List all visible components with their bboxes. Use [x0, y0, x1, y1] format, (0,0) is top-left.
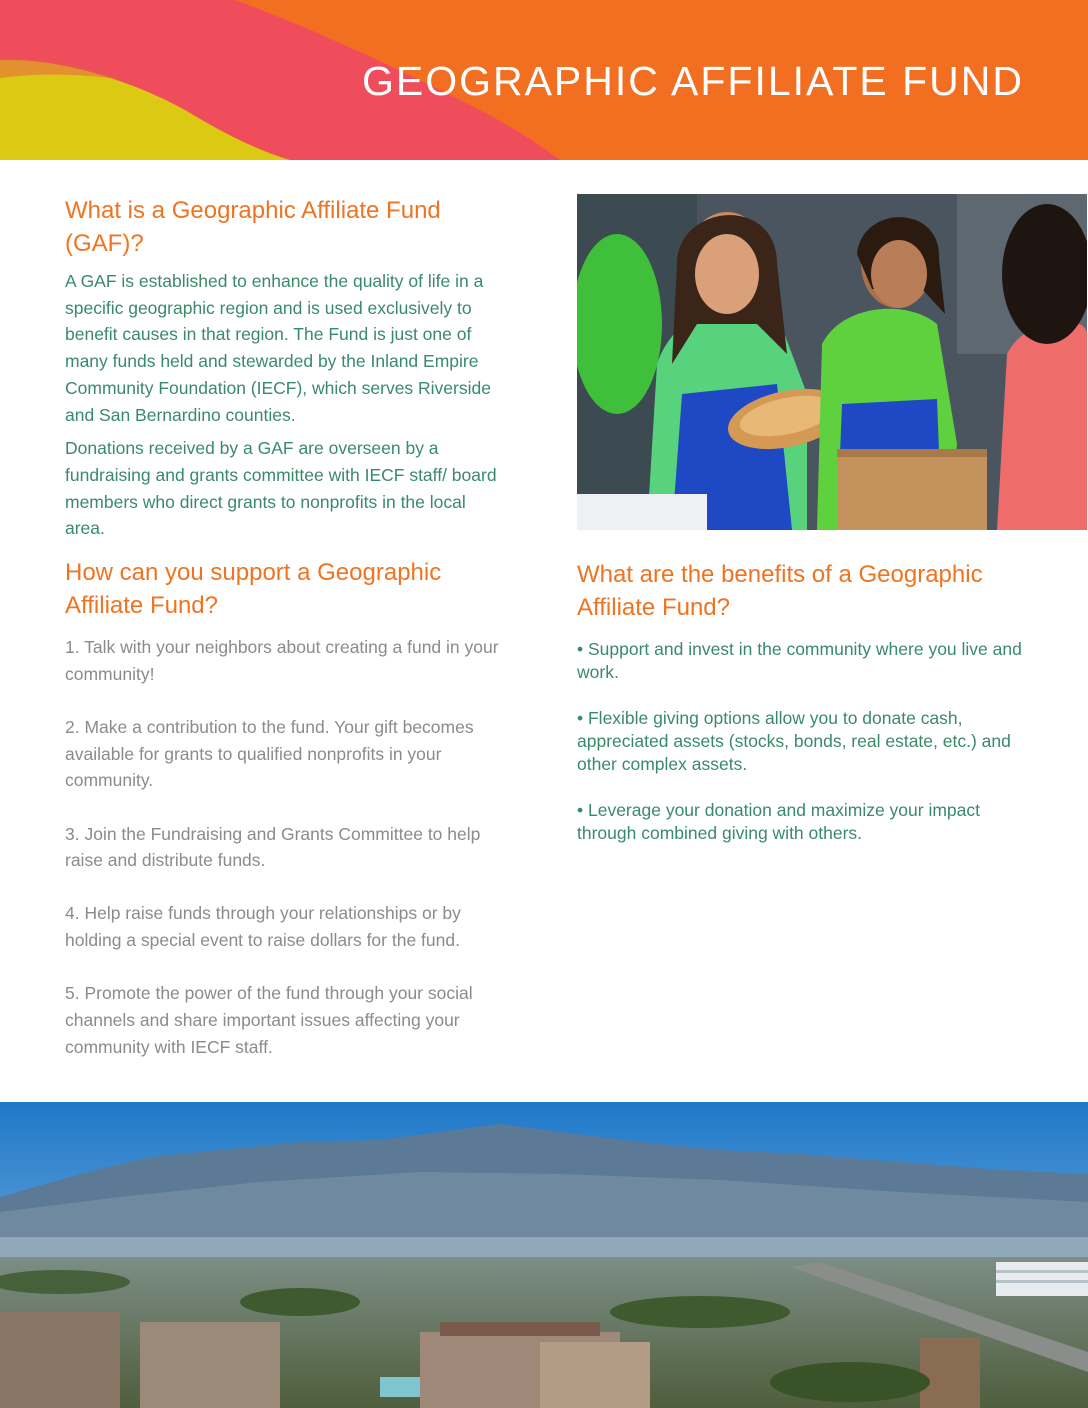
support-step-2: 2. Make a contribution to the fund. Your gift becomes available for grants to qualified nonprofits in your community.	[65, 716, 474, 791]
support-step-5: 5. Promote the power of the fund through your social channels and share important issues affecting your community with IECF staff.	[65, 983, 473, 1057]
what-is-gaf-paragraph-1: A GAF is established to enhance the quality of life in a specific geographic region and is used exclusively to benefit causes in that region. The Fund is just one of many funds held and stewarded by the Inland Empire Community Foundation (IECF), which serves Riverside and San Bernardino counties.	[65, 271, 491, 425]
volunteers-photo	[577, 194, 1087, 530]
benefits-heading: What are the benefits of a Geographic Affiliate Fund?	[577, 561, 983, 621]
support-step-4: 4. Help raise funds through your relationships or by holding a special event to raise dollars for the fund.	[65, 903, 461, 951]
header-banner	[0, 0, 1088, 160]
left-column	[65, 194, 510, 1087]
landscape-photo	[0, 1102, 1088, 1408]
benefits-list	[577, 638, 1027, 845]
support-steps-list	[65, 634, 510, 1060]
what-is-gaf-heading: What is a Geographic Affiliate Fund (GAF)?	[65, 197, 441, 257]
support-step-1: 1. Talk with your neighbors about creating a fund in your community!	[65, 637, 499, 684]
support-step-3: 3. Join the Fundraising and Grants Committee to help raise and distribute funds.	[65, 823, 481, 871]
support-heading: How can you support a Geographic Affiliate Fund?	[65, 559, 442, 620]
benefit-item-2: • Flexible giving options allow you to donate cash, appreciated assets (stocks, bonds, real estate, etc.) and other complex assets.	[577, 708, 1011, 774]
right-column	[577, 194, 1027, 868]
benefit-item-3: • Leverage your donation and maximize your impact through combined giving with others.	[577, 800, 981, 843]
what-is-gaf-paragraph-2: Donations received by a GAF are overseen by a fundraising and grants committee with IECF staff/ board members who direct grants to nonprofits in the local area.	[65, 438, 497, 539]
benefit-item-1: • Support and invest in the community where you live and work.	[577, 639, 1022, 682]
page-title: GEOGRAPHIC AFFILIATE FUND	[361, 58, 1024, 104]
